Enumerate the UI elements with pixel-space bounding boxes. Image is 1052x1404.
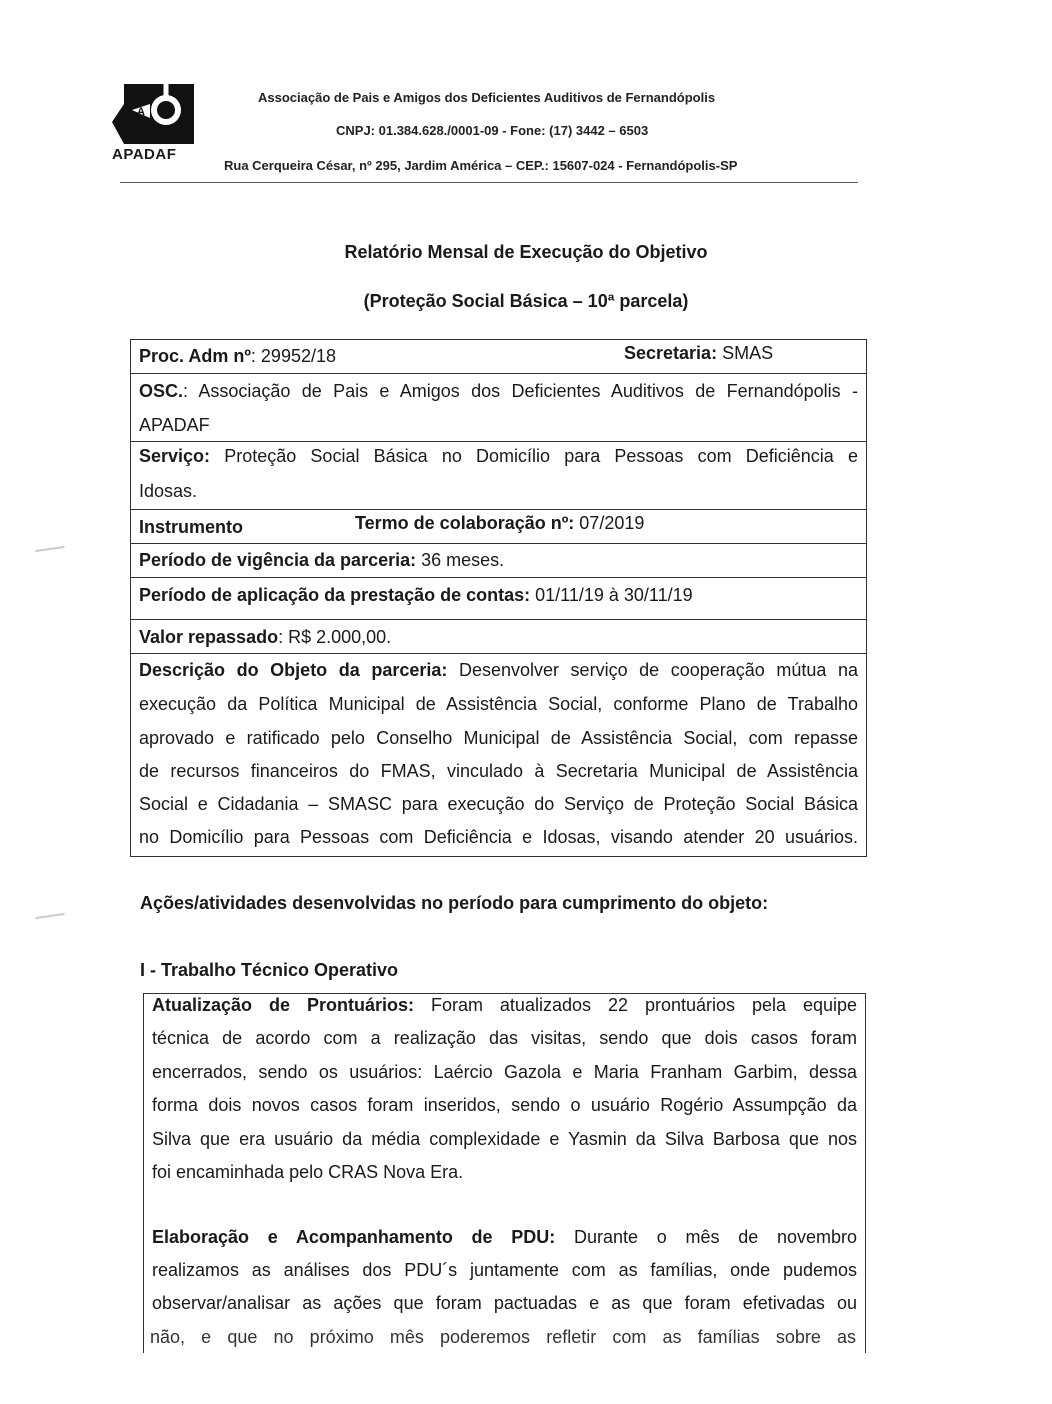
pdu-line: realizamos as análises dos PDU´s juntamente com as famílias, onde pudemos: [152, 1260, 857, 1280]
termo-label: Termo de colaboração nº:: [355, 513, 575, 533]
osc-value-cont: APADAF: [139, 415, 210, 435]
prontuarios-line: encerrados, sendo os usuários: Laércio Gazola e Maria Franham Garbim, dessa: [152, 1062, 857, 1082]
pdu-line: observar/analisar as ações que foram pactuadas e as que foram efetivadas ou: [152, 1293, 857, 1313]
prontuarios-label: Atualização de Prontuários:: [152, 995, 414, 1015]
proc-label: Proc. Adm nº: [139, 346, 251, 366]
report-subtitle: (Proteção Social Básica – 10ª parcela): [363, 291, 689, 311]
descricao-line: de recursos financeiros do FMAS, vinculado à Secretaria Municipal de Assistência: [139, 761, 858, 781]
osc-label: OSC.: [139, 381, 184, 401]
row-servico: [131, 442, 866, 510]
aplicacao-label: Período de aplicação da prestação de contas:: [139, 585, 531, 605]
prontuarios-line: técnica de acordo com a realização das visitas, sendo que dois casos foram: [152, 1028, 857, 1048]
instrumento-label: Instrumento: [139, 517, 244, 537]
servico-value: Proteção Social Básica no Domicílio para Pessoas com Deficiência e: [210, 446, 858, 466]
vigencia-value: 36 meses.: [416, 550, 505, 570]
info-table: [130, 339, 867, 857]
prontuarios-line: foi encaminhada pelo CRAS Nova Era.: [152, 1162, 464, 1182]
valor-label: Valor repassado: [139, 627, 279, 647]
pdu-line: Durante o mês de novembro: [555, 1227, 857, 1247]
descricao-label: Descrição do Objeto da parceria:: [139, 660, 448, 680]
proc-value: : 29952/18: [250, 346, 336, 366]
descricao-line: Desenvolver serviço de cooperação mútua na: [447, 660, 858, 680]
row-instrumento: [131, 510, 866, 544]
valor-value: : R$ 2.000,00.: [278, 627, 392, 647]
row-vigencia: [131, 544, 866, 578]
acoes-heading: Ações/atividades desenvolvidas no período para cumprimento do objeto:: [140, 893, 769, 913]
secretaria-value: SMAS: [717, 343, 774, 363]
letterhead-rule: [120, 182, 858, 183]
descricao-line: no Domicílio para Pessoas com Deficiência e Idosas, visando atender 20 usuários.: [139, 827, 858, 847]
prontuarios-line: Foram atualizados 22 prontuários pela equipe: [413, 995, 858, 1015]
activities-box: [143, 993, 866, 1353]
osc-value: : Associação de Pais e Amigos dos Deficientes Auditivos de Fernandópolis -: [183, 381, 858, 401]
descricao-line: aprovado e ratificado pelo Conselho Municipal de Assistência Social, com repasse: [139, 728, 858, 748]
vigencia-label: Período de vigência da parceria:: [139, 550, 417, 570]
row-proc: [131, 340, 866, 374]
scan-mark: [35, 913, 65, 919]
row-descricao: [131, 654, 866, 858]
servico-label: Serviço:: [139, 446, 211, 466]
scan-mark: [35, 546, 65, 552]
logo-label: APADAF: [112, 146, 177, 163]
servico-value-cont: Idosas.: [139, 481, 198, 501]
termo-value: 07/2019: [574, 513, 645, 533]
secretaria-label: Secretaria:: [624, 343, 718, 363]
pdu-cut-line: [150, 1322, 856, 1347]
aplicacao-value: 01/11/19 à 30/11/19: [530, 585, 693, 605]
descricao-line: Social e Cidadania – SMASC para execução do Serviço de Proteção Social Básica: [139, 794, 858, 814]
row-osc: [131, 374, 866, 442]
row-aplicacao: [131, 578, 866, 620]
prontuarios-line: forma dois novos casos foram inseridos, sendo o usuário Rogério Assumpção da: [152, 1095, 857, 1115]
prontuarios-line: Silva que era usuário da média complexidade e Yasmin da Silva Barbosa que nos: [152, 1129, 857, 1149]
org-address: Rua Cerqueira César, nº 295, Jardim América – CEP.: 15607-024 - Fernandópolis-SP: [224, 158, 738, 173]
svg-text:A: A: [137, 106, 145, 118]
descricao-line: execução da Política Municipal de Assistência Social, conforme Plano de Trabalho: [139, 694, 858, 714]
org-name: Associação de Pais e Amigos dos Deficientes Auditivos de Fernandópolis: [258, 90, 716, 105]
report-title: Relatório Mensal de Execução do Objetivo: [344, 242, 708, 262]
pdu-label: Elaboração e Acompanhamento de PDU:: [152, 1227, 556, 1247]
pdu-line: não, e que no próximo mês poderemos refletir com as famílias sobre as: [150, 1327, 856, 1347]
trabalho-heading: I - Trabalho Técnico Operativo: [140, 960, 399, 980]
row-valor: [131, 620, 866, 654]
org-cnpj-phone: CNPJ: 01.384.628./0001-09 - Fone: (17) 3442 – 6503: [336, 123, 649, 138]
